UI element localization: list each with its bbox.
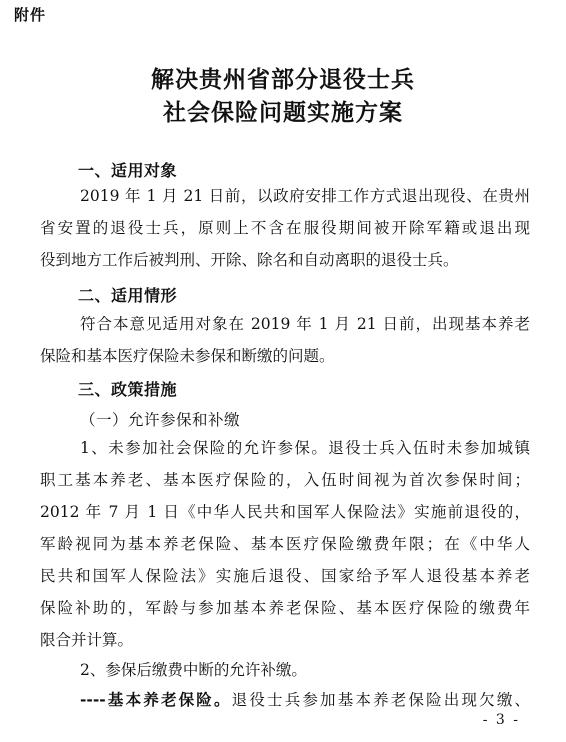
paragraph-line: 2012 年 7 月 1 日《中华人民共和国军人保险法》实施前退役的， bbox=[40, 503, 530, 521]
paragraph-line: 1、未参加社会保险的允许参保。退役士兵入伍时未参加城镇 bbox=[80, 439, 530, 457]
paragraph-line: 职工基本养老、基本医疗保险的，入伍时间视为首次参保时间； bbox=[40, 471, 530, 489]
paragraph-line: 保险和基本医疗保险未参保和断缴的问题。 bbox=[40, 347, 335, 365]
paragraph-line: 民共和国军人保险法》实施后退役、国家给予军人退役基本养老 bbox=[40, 567, 530, 585]
paragraph-line: 2、参保后缴费中断的允许补缴。 bbox=[80, 661, 307, 679]
section-heading-policy-measures: 三、政策措施 bbox=[78, 380, 178, 399]
paragraph-line: 省安置的退役士兵，原则上不含在服役期间被开除军籍或退出现 bbox=[40, 219, 530, 237]
paragraph-line: 2019 年 1 月 21 日前，以政府安排工作方式退出现役、在贵州 bbox=[80, 187, 530, 205]
paragraph-line: 符合本意见适用对象在 2019 年 1 月 21 日前，出现基本养老 bbox=[80, 315, 530, 333]
document-title-line-1: 解决贵州省部分退役士兵 bbox=[151, 67, 415, 93]
paragraph-line: 军龄视同为基本养老保险、基本医疗保险缴费年限；在《中华人 bbox=[40, 535, 530, 553]
paragraph-line: 限合并计算。 bbox=[40, 631, 134, 649]
bold-lead-text: ----基本养老保险。 bbox=[80, 691, 232, 709]
attachment-label: 附件 bbox=[14, 6, 47, 24]
paragraph-text: 退役士兵参加基本养老保险出现欠缴、 bbox=[231, 691, 530, 709]
page-number: - 3 - bbox=[482, 712, 520, 728]
paragraph-line: 保险补助的，军龄与参加基本养老保险、基本医疗保险的缴费年 bbox=[40, 599, 530, 617]
section-heading-applicable-situations: 二、适用情形 bbox=[78, 286, 178, 305]
paragraph-line: 役到地方工作后被判刑、开除、除名和自动离职的退役士兵。 bbox=[40, 251, 459, 269]
paragraph-line-pension bbox=[80, 690, 530, 710]
document-title-line-2: 社会保险问题实施方案 bbox=[163, 100, 403, 126]
section-heading-applicable-subjects: 一、适用对象 bbox=[78, 161, 178, 180]
subsection-heading: （一）允许参保和补缴 bbox=[80, 411, 241, 429]
